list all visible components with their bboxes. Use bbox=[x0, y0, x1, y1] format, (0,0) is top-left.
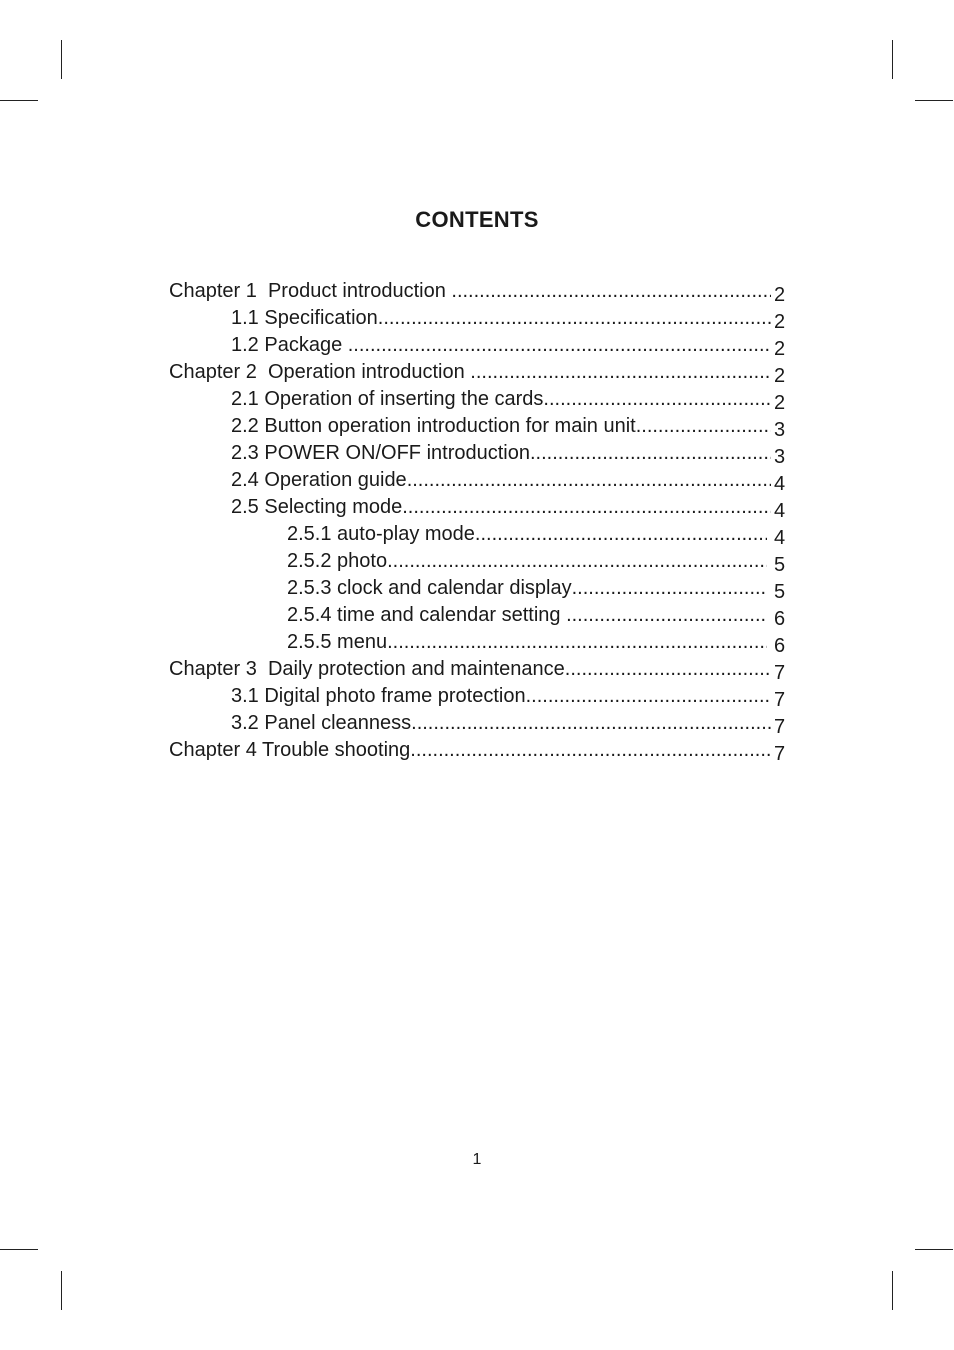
toc-entry[interactable] bbox=[169, 494, 794, 521]
toc-entry[interactable] bbox=[169, 629, 794, 656]
toc-entry-text bbox=[169, 359, 771, 386]
toc-entry-label: 2.2 Button operation introduction for main unit bbox=[231, 415, 636, 437]
toc-entry-text bbox=[169, 467, 771, 494]
crop-mark-top-right-vertical bbox=[892, 40, 893, 79]
toc-entry-text bbox=[169, 575, 767, 602]
dot-leader bbox=[543, 386, 771, 413]
toc-entry-page: 4 bbox=[774, 527, 786, 549]
toc-entry-label: 2.5.2 photo bbox=[287, 550, 388, 572]
toc-entry-label: 2.1 Operation of inserting the cards bbox=[231, 388, 544, 410]
toc-entry[interactable] bbox=[169, 386, 794, 413]
toc-entry-label: 2.4 Operation guide bbox=[231, 469, 407, 491]
toc-entry-page: 5 bbox=[774, 554, 786, 576]
toc-entry-text bbox=[169, 440, 771, 467]
toc-entry[interactable] bbox=[169, 710, 794, 737]
toc-entry-text bbox=[169, 737, 771, 764]
toc-entry-label: 2.3 POWER ON/OFF introduction bbox=[231, 442, 530, 464]
toc-entry[interactable] bbox=[169, 413, 794, 440]
crop-mark-top-left-horizontal bbox=[0, 100, 38, 101]
dot-leader bbox=[402, 494, 771, 521]
toc-entry-text bbox=[169, 548, 767, 575]
toc-entry[interactable] bbox=[169, 332, 794, 359]
toc-entry-label: Chapter 1 Product introduction bbox=[169, 280, 452, 302]
crop-mark-top-right-horizontal bbox=[915, 100, 953, 101]
dot-leader bbox=[410, 737, 771, 764]
toc-entry[interactable] bbox=[169, 359, 794, 386]
toc-entry[interactable] bbox=[169, 683, 794, 710]
crop-mark-top-left-vertical bbox=[61, 40, 62, 79]
toc-entry-text bbox=[169, 656, 771, 683]
toc-entry-text bbox=[169, 332, 771, 359]
toc-entry-label: 3.1 Digital photo frame protection bbox=[231, 685, 526, 707]
toc-entry-text bbox=[169, 305, 771, 332]
toc-entry-label: Chapter 4 Trouble shooting bbox=[169, 739, 411, 761]
toc-entry[interactable] bbox=[169, 656, 794, 683]
toc-entry-page: 3 bbox=[774, 419, 786, 441]
toc-entry-page: 6 bbox=[774, 608, 786, 630]
toc-entry-page: 2 bbox=[774, 392, 786, 414]
toc-entry-page: 7 bbox=[774, 743, 786, 765]
toc-entry[interactable] bbox=[169, 575, 794, 602]
crop-mark-bottom-right-horizontal bbox=[915, 1249, 953, 1250]
dot-leader bbox=[530, 440, 771, 467]
table-of-contents bbox=[169, 278, 794, 764]
toc-entry-text bbox=[169, 494, 771, 521]
toc-entry-page: 2 bbox=[774, 338, 786, 360]
toc-entry-label: 2.5.3 clock and calendar display bbox=[287, 577, 572, 599]
dot-leader bbox=[387, 629, 767, 656]
toc-entry-page: 5 bbox=[774, 581, 786, 603]
toc-entry-label: 2.5.4 time and calendar setting bbox=[287, 604, 567, 626]
dot-leader bbox=[636, 413, 771, 440]
toc-entry-text bbox=[169, 710, 771, 737]
dot-leader bbox=[407, 467, 771, 494]
dot-leader bbox=[566, 602, 767, 629]
toc-entry-label: Chapter 2 Operation introduction bbox=[169, 361, 471, 383]
crop-mark-bottom-left-horizontal bbox=[0, 1249, 38, 1250]
toc-entry-page: 7 bbox=[774, 716, 786, 738]
toc-entry-page: 2 bbox=[774, 311, 786, 333]
toc-entry[interactable] bbox=[169, 278, 794, 305]
toc-entry-text bbox=[169, 683, 771, 710]
toc-entry-text bbox=[169, 413, 771, 440]
toc-entry-page: 2 bbox=[774, 284, 786, 306]
page-title: CONTENTS bbox=[415, 207, 539, 232]
toc-entry[interactable] bbox=[169, 521, 794, 548]
toc-entry[interactable] bbox=[169, 548, 794, 575]
toc-entry-label: 2.5.1 auto-play mode bbox=[287, 523, 475, 545]
toc-entry[interactable] bbox=[169, 440, 794, 467]
toc-entry[interactable] bbox=[169, 602, 794, 629]
dot-leader bbox=[565, 656, 771, 683]
page-number: 1 bbox=[472, 1151, 482, 1168]
toc-entry-label: 2.5.5 menu bbox=[287, 631, 388, 653]
dot-leader bbox=[475, 521, 767, 548]
dot-leader bbox=[348, 332, 771, 359]
toc-entry-page: 6 bbox=[774, 635, 786, 657]
dot-leader bbox=[572, 575, 767, 602]
dot-leader bbox=[526, 683, 771, 710]
toc-entry-text bbox=[169, 629, 767, 656]
toc-entry-page: 7 bbox=[774, 689, 786, 711]
toc-entry-label: 2.5 Selecting mode bbox=[231, 496, 403, 518]
toc-entry-text bbox=[169, 278, 771, 305]
toc-entry-label: 3.2 Panel cleanness bbox=[231, 712, 412, 734]
dot-leader bbox=[387, 548, 767, 575]
crop-mark-bottom-left-vertical bbox=[61, 1271, 62, 1310]
toc-entry-page: 7 bbox=[774, 662, 786, 684]
toc-entry-label: 1.1 Specification bbox=[231, 307, 378, 329]
toc-entry[interactable] bbox=[169, 737, 794, 764]
toc-entry-page: 3 bbox=[774, 446, 786, 468]
dot-leader bbox=[411, 710, 771, 737]
toc-entry-text bbox=[169, 521, 767, 548]
toc-entry[interactable] bbox=[169, 467, 794, 494]
dot-leader bbox=[470, 359, 771, 386]
toc-entry-page: 4 bbox=[774, 473, 786, 495]
toc-entry-page: 4 bbox=[774, 500, 786, 522]
dot-leader bbox=[378, 305, 771, 332]
toc-entry[interactable] bbox=[169, 305, 794, 332]
dot-leader bbox=[451, 278, 771, 305]
crop-mark-bottom-right-vertical bbox=[892, 1271, 893, 1310]
toc-entry-text bbox=[169, 602, 767, 629]
toc-entry-page: 2 bbox=[774, 365, 786, 387]
toc-entry-label: 1.2 Package bbox=[231, 334, 348, 356]
toc-entry-text bbox=[169, 386, 771, 413]
toc-entry-label: Chapter 3 Daily protection and maintenance bbox=[169, 658, 565, 680]
